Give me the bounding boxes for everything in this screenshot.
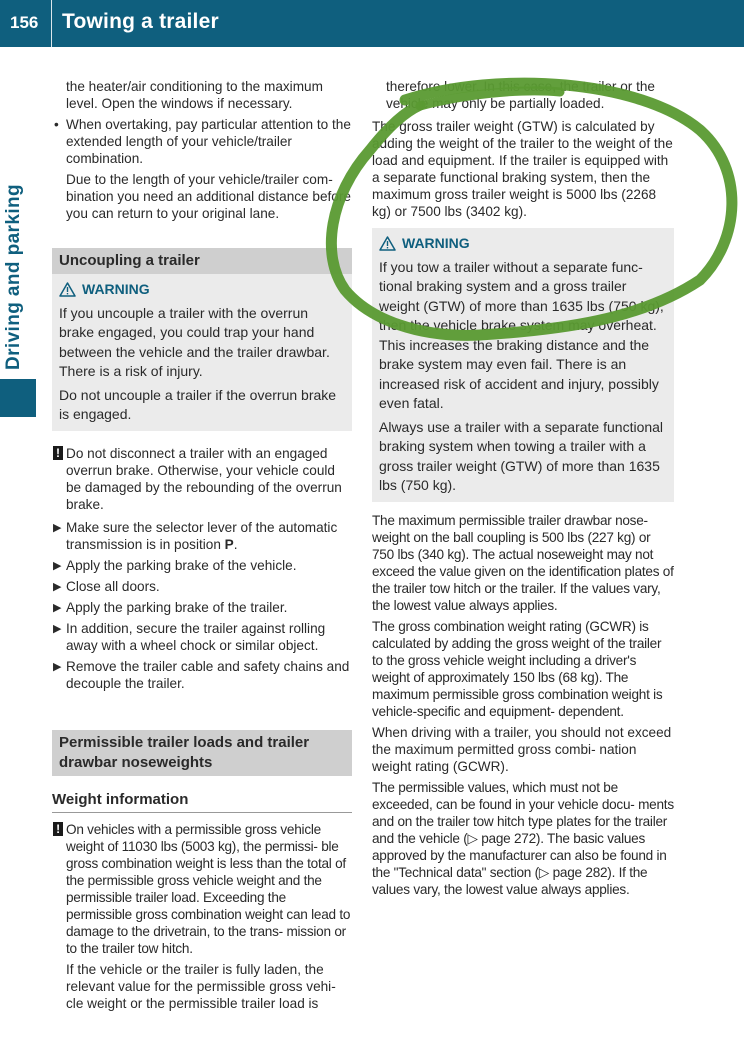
- exclamation-icon: !: [53, 822, 63, 836]
- step-arrow-icon: ▶: [53, 521, 62, 534]
- continued-text: therefore lower. In this case, the trailer or the vehicle may only be partially loaded.: [386, 79, 655, 111]
- step-item: [52, 620, 352, 654]
- step-arrow-icon: ▶: [53, 580, 62, 593]
- warning-triangle-icon: [379, 236, 396, 251]
- warning-triangle-icon: [59, 282, 76, 297]
- warning-text: Always use a trailer with a separate functional braking system when towing a trailer with a gross trailer weight (GTW) of more than 1635 lbs (750 kg).: [379, 418, 664, 493]
- step-text: Make sure the selector lever of the automatic transmission is in position: [66, 519, 338, 552]
- exclamation-icon: !: [53, 446, 63, 460]
- step-text: Apply the parking brake of the vehicle.: [66, 557, 297, 573]
- warning-title: [379, 234, 667, 254]
- driving-paragraph: When driving with a trailer, you should not exceed the maximum permitted gross combi- nation weight rating (GCWR).: [372, 724, 672, 774]
- header-divider: [51, 0, 52, 47]
- section-heading-trailer-loads: Permissible trailer loads and trailer drawbar noseweights: [52, 730, 352, 776]
- permissible-values-paragraph: The permissible values, which must not be exceeded, can be found in your vehicle docu- ments and on the trailer tow hitch type plates for the trailer and the vehicle (▷ page 272). The basic values approved by the manufacturer can also be found in the "Technical data" section (▷ page 282). If the values vary, the lowest value always applies.: [372, 779, 674, 897]
- continued-text: the heater/air conditioning to the maximum level. Open the windows if necessary.: [66, 79, 323, 111]
- step-item: [52, 599, 352, 616]
- warning-box: [372, 228, 674, 502]
- bullet-dot-icon: •: [54, 117, 59, 132]
- left-column: [52, 78, 352, 1016]
- step-item: [52, 519, 352, 553]
- notice-text-continued: If the vehicle or the trailer is fully laden, the relevant value for the permissible gross vehi- cle weight or the permissible trailer load is: [66, 961, 336, 1011]
- page-header: [0, 0, 744, 47]
- notice-text: On vehicles with a permissible gross vehicle weight of 11030 lbs (5003 kg), the permissi- ble gross combination weight is less than the total of the permissible gross vehicle weight and the permissible trailer load. Exceeding the permissible gross combination weight can lead to damage to the drivetrain, to the trans- mission or to the trailer tow hitch.: [66, 821, 351, 956]
- chapter-title: Towing a trailer: [62, 10, 219, 33]
- gcwr-paragraph: The gross combination weight rating (GCWR) is calculated by adding the gross weight of the trailer to the gross vehicle weight including a driver's weight of approximately 150 lbs (68 kg). The maximum permissible gross combination weight is vehicle-specific and equipment- dependent.: [372, 618, 663, 719]
- selector-position: P: [224, 536, 234, 552]
- side-thumb-tab: [0, 379, 36, 417]
- notice-item: [52, 821, 352, 957]
- warning-text: If you uncouple a trailer with the overrun brake engaged, you could trap your hand between the vehicle and the trailer drawbar. There is a risk of injury.: [59, 304, 330, 379]
- warning-title: [59, 280, 345, 300]
- step-text: In addition, secure the trailer against rolling away with a wheel chock or similar object.: [66, 620, 326, 653]
- page-number: 156: [10, 13, 39, 32]
- warning-box: [52, 274, 352, 431]
- step-text: Close all doors.: [66, 578, 160, 594]
- right-column: [372, 78, 674, 902]
- subsection-heading-weight-info: Weight information: [52, 788, 352, 813]
- notice-text: Do not disconnect a trailer with an engaged overrun brake. Otherwise, your vehicle could be damaged by the rebounding of the overrun brake.: [66, 445, 342, 512]
- section-heading-uncoupling: Uncoupling a trailer: [52, 248, 352, 274]
- step-arrow-icon: ▶: [53, 559, 62, 572]
- step-text: Remove the trailer cable and safety chains and decouple the trailer.: [66, 658, 350, 691]
- step-item: [52, 658, 352, 692]
- section-side-label: Driving and parking: [3, 183, 24, 370]
- step-text: Apply the parking brake of the trailer.: [66, 599, 288, 615]
- step-item: [52, 557, 352, 574]
- bullet-item: [52, 116, 352, 167]
- gtw-paragraph: The gross trailer weight (GTW) is calculated by adding the weight of the trailer to the weight of the load and equipment. If the trailer is equipped with a separate functional braking system, then the maximum gross trailer weight is 5000 lbs (2268 kg) or 7500 lbs (3402 kg).: [372, 119, 673, 219]
- notice-item: [52, 445, 352, 513]
- warning-text: If you tow a trailer without a separate func- tional braking system and a gross trailer weight (GTW) of more than 1635 lbs (750 kg), then the vehicle brake system may overheat. This increases the braking distance and the brake system may even fail. There is an increased risk of accident and injury, possibly even fatal.: [379, 258, 664, 411]
- step-text-end: .: [233, 536, 238, 552]
- step-arrow-icon: ▶: [53, 660, 62, 673]
- warning-label: WARNING: [402, 235, 470, 251]
- step-item: [52, 578, 352, 595]
- step-arrow-icon: ▶: [53, 601, 62, 614]
- noseweight-paragraph: The maximum permissible trailer drawbar nose- weight on the ball coupling is 500 lbs (227 kg) or 750 lbs (340 kg). The actual noseweight may not exceed the value given on the identification plates of the trailer tow hitch or the trailer. If the values vary, the lowest value always applies.: [372, 512, 674, 613]
- step-arrow-icon: ▶: [53, 622, 62, 635]
- warning-text: Do not uncouple a trailer if the overrun brake is engaged.: [59, 386, 337, 422]
- bullet-text: When overtaking, pay particular attention to the extended length of your vehicle/trailer combination.: [66, 117, 351, 166]
- bullet-note: Due to the length of your vehicle/trailer com- bination you need an additional distance before you can return to your original lane.: [66, 172, 351, 221]
- warning-label: WARNING: [82, 281, 150, 297]
